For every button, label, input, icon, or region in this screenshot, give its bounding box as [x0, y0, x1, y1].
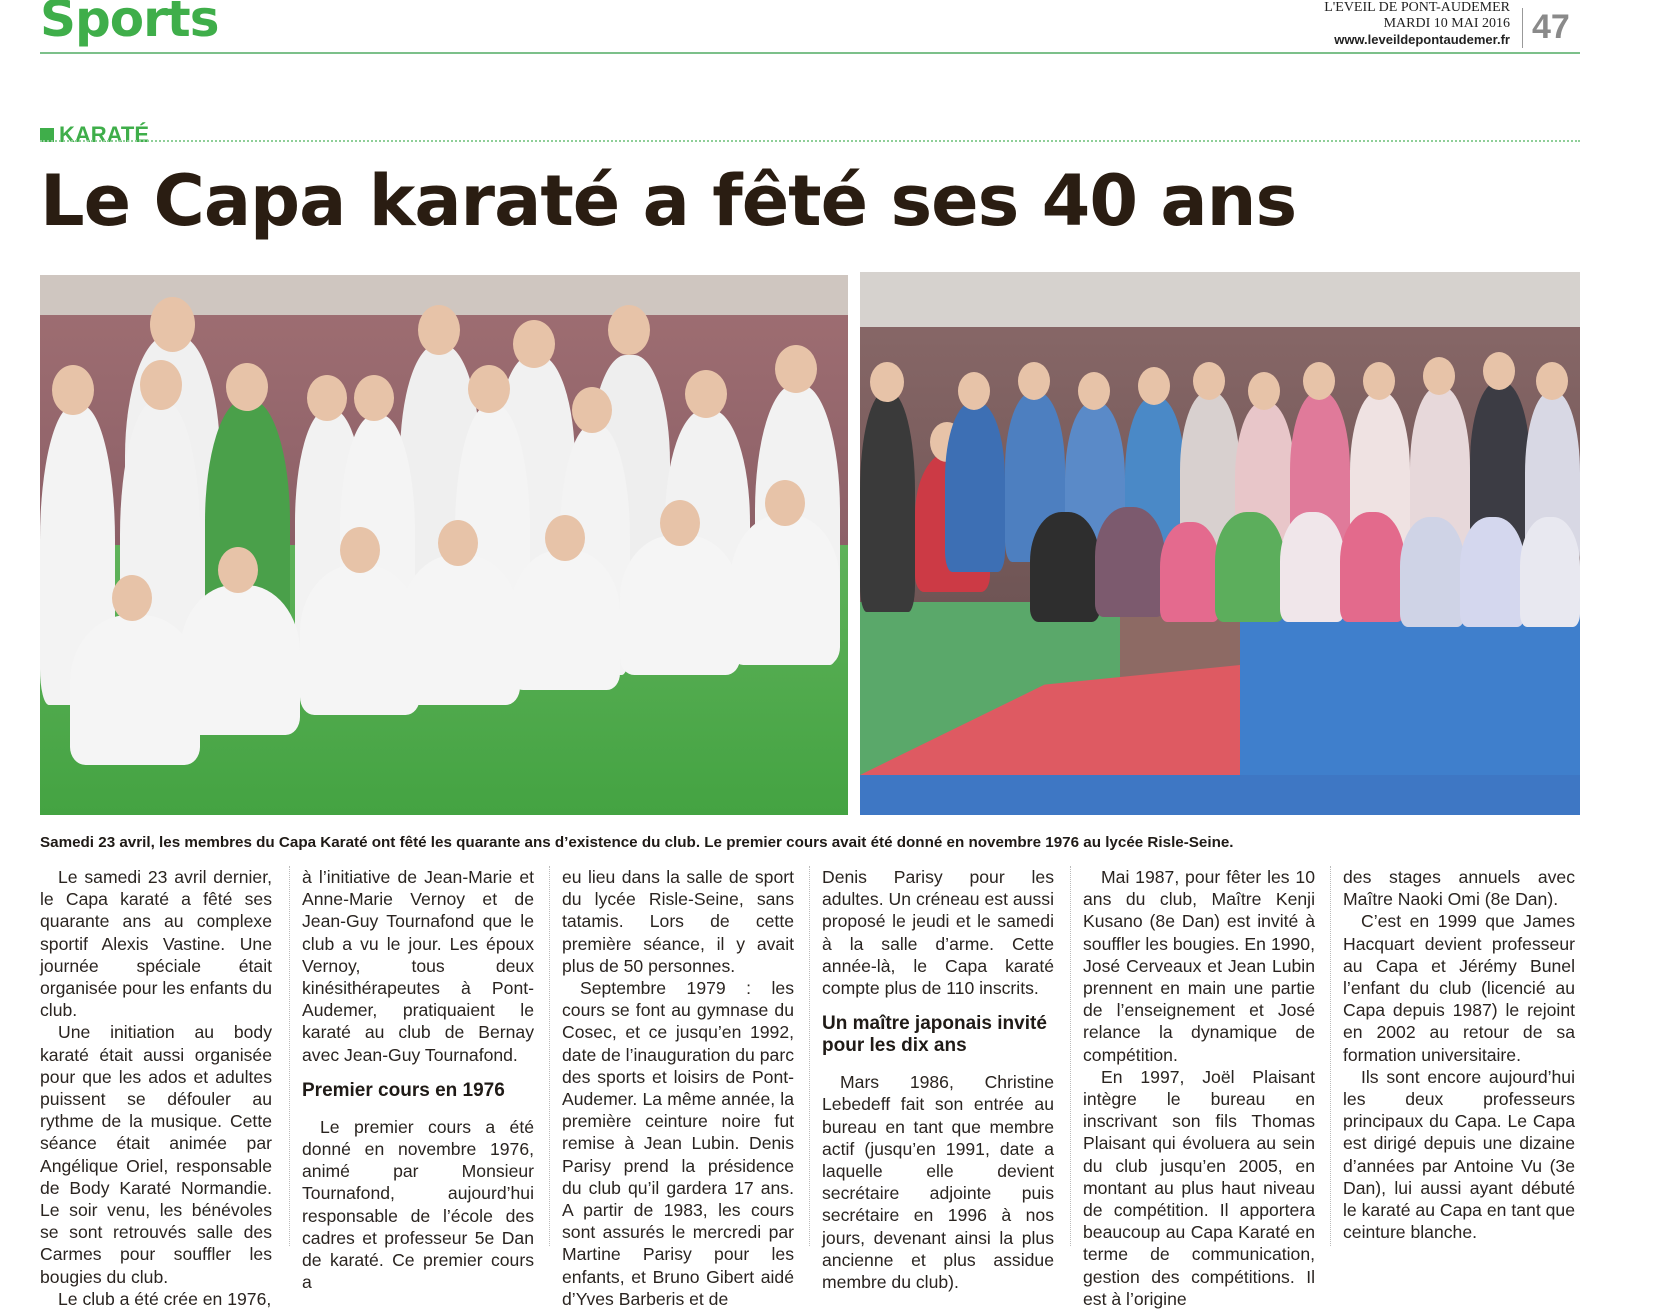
article-column-3	[562, 866, 794, 1310]
photo-person-head	[218, 547, 258, 593]
paragraph: C’est en 1999 que James Hacquart devient professeur au Capa et Jérémy Bunel l’enfant du club (licencié au Capa depuis 1987) le rejoint en 2002 au retour de sa formation universitaire.	[1343, 911, 1575, 1065]
photo-caption: Samedi 23 avril, les membres du Capa Karaté ont fêté les quarante ans d’existence du club. Le premier cours avait été donné en novembre 1976 au lycée Risle-Seine.	[40, 834, 1234, 851]
photo-person	[1215, 512, 1285, 622]
photo-person-head	[608, 305, 650, 355]
photo-person	[1400, 517, 1465, 627]
photo-person-head	[307, 375, 347, 421]
kicker-rule	[40, 140, 1580, 142]
photo-person	[620, 535, 740, 675]
page-number: 47	[1532, 8, 1570, 46]
paragraph: Mai 1987, pour fêter les 10 ans du club, Maître Kenji Kusano (8e Dan) est invité à souffler les bougies. En 1990, José Cerveaux et Jean Lubin prennent en main une partie de l’enseignement et José relance la dynamique de compétition.	[1083, 867, 1315, 1065]
website-url: www.leveildepontaudemer.fr	[1334, 32, 1510, 47]
photo-person-head	[572, 387, 612, 433]
photo-person-head	[513, 320, 555, 368]
photo-person-head	[765, 480, 805, 526]
photo-kids-group	[40, 275, 848, 815]
photo-person	[1520, 517, 1580, 627]
paragraph: à l’initiative de Jean-Marie et Anne-Marie Vernoy et de Jean-Guy Tournafond que le club a vu le jour. Les époux Vernoy, tous deux kinésithérapeutes à Pont-Audemer, pratiquaient le karaté au club de Bernay avec Jean-Guy Tournafond.	[302, 867, 534, 1065]
paragraph: Le premier cours a été donné en novembre 1976, animé par Monsieur Tournafond, aujourd’hui responsable de l’école des cadres et professeur 5e Dan de karaté. Ce premier cours a	[302, 1116, 534, 1293]
paragraph: eu lieu dans la salle de sport du lycée Risle-Seine, sans tatamis. Lors de cette première séance, il y avait plus de 50 personnes.	[562, 867, 794, 976]
paragraph: Le club a été crée en 1976,	[58, 1288, 272, 1309]
kicker-label: KARATÉ	[59, 122, 150, 147]
article-column-6	[1343, 866, 1575, 1243]
photo-person	[400, 555, 520, 705]
section-title: Sports	[40, 0, 219, 48]
paragraph: des stages annuels avec Maître Naoki Omi (8e Dan).	[1343, 867, 1575, 910]
photo-person	[1340, 512, 1405, 622]
paragraph: Mars 1986, Christine Lebedeff fait son entrée au bureau en tant que membre actif (jusqu’en 1991, date a laquelle elle devient secrétaire adjointe puis secrétaire en 1996 à nos jours, devenant ainsi la plus ancienne et plus assidue membre du club).	[822, 1072, 1054, 1293]
column-divider	[1330, 866, 1331, 1246]
column-divider	[549, 866, 550, 1246]
subheading: Premier cours en 1976	[302, 1079, 505, 1101]
photo-person-head	[226, 363, 268, 411]
article-column-1	[40, 866, 272, 1310]
photo-person-head	[52, 365, 94, 415]
paragraph: Le samedi 23 avril dernier, le Capa karaté a fêté ses quarante ans au complexe sportif Alexis Vastine. Une journée spéciale était organisée pour les enfants du club.	[40, 867, 272, 1021]
page-number-divider	[1522, 8, 1523, 48]
photo-person	[1095, 507, 1165, 617]
photo-ceiling	[860, 272, 1580, 327]
kicker	[40, 122, 149, 148]
photo-person	[510, 550, 620, 690]
article-column-2	[302, 866, 534, 1293]
photo-person-head	[660, 500, 700, 546]
paragraph: Ils sont encore aujourd’hui les deux professeurs principaux du Capa. Le Capa est dirigé depuis une dizaine d’années par Antoine Vu (3e Dan), lui aussi ayant débuté le karaté au Capa en tant que ceinture blanche.	[1343, 1066, 1575, 1243]
photo-person-head	[418, 305, 460, 355]
photo-person-head	[958, 372, 990, 410]
header-rule	[40, 52, 1580, 54]
issue-date: MARDI 10 MAI 2016	[1383, 16, 1510, 31]
photo-adults-group	[860, 272, 1580, 815]
photo-blue-mat-front	[860, 775, 1580, 815]
photo-person-head	[438, 520, 478, 566]
photo-person-head	[685, 370, 727, 418]
photo-person-head	[112, 575, 152, 621]
photo-person-head	[1363, 362, 1395, 400]
photo-person-head	[545, 515, 585, 561]
photo-person-head	[354, 375, 394, 421]
column-divider	[1070, 866, 1071, 1246]
subheading: Un maître japonais invité pour les dix ans	[822, 1013, 1047, 1057]
photo-person	[1160, 522, 1220, 622]
masthead	[1324, 0, 1510, 48]
photo-person-head	[1536, 362, 1568, 400]
photo-person-head	[1138, 367, 1170, 405]
photo-person-head	[1423, 357, 1455, 395]
photo-person-head	[340, 527, 380, 573]
photo-person-head	[1193, 362, 1225, 400]
photo-person-head	[1483, 352, 1515, 390]
paragraph: En 1997, Joël Plaisant intègre le bureau en inscrivant son fils Thomas Plaisant qui évoluera au sein du club jusqu’en 2005, en montant au plus haut niveau de compétition. Il apportera beaucoup au Capa Karaté en terme de communication, gestion des compétitions. Il est à l’origine	[1083, 1066, 1315, 1309]
photo-person	[1460, 517, 1525, 627]
paragraph: Septembre 1979 : les cours se font au gymnase du Cosec, et ce jusqu’en 1992, date de l’inauguration du parc des sports et loisirs de Pont-Audemer. La même année, la première ceinture noire fut remise à Jean Lubin. Denis Parisy prend la présidence du club qu’il gardera 17 ans. A partir de 1983, les cours sont assurés le mercredi par Martine Parisy pour les enfants, et Bruno Gibert aidé d’Yves Barberis et de	[562, 978, 794, 1309]
photo-person-head	[775, 345, 817, 393]
photo-person	[180, 585, 300, 735]
photo-person-head	[140, 360, 182, 410]
photo-person	[1030, 512, 1100, 622]
photo-person-head	[468, 365, 510, 413]
photo-person	[945, 402, 1005, 572]
headline: Le Capa karaté a fêté ses 40 ans	[40, 160, 1297, 242]
publication-name: L'EVEIL DE PONT-AUDEMER	[1324, 0, 1510, 15]
photo-person	[860, 392, 915, 612]
photo-person-head	[1303, 362, 1335, 400]
photo-person-head	[870, 362, 904, 402]
photo-person-head	[1018, 362, 1050, 400]
photo-person-head	[150, 297, 195, 352]
article-column-5	[1083, 866, 1315, 1310]
column-divider	[809, 866, 810, 1246]
column-divider	[289, 866, 290, 1246]
photo-person	[730, 515, 840, 665]
photo-person-head	[1078, 372, 1110, 410]
paragraph: Denis Parisy pour les adultes. Un créneau est aussi proposé le jeudi et le samedi à la salle d’arme. Cette année-là, le Capa karaté compte plus de 110 inscrits.	[822, 867, 1054, 999]
paragraph: Une initiation au body karaté était aussi organisée pour que les ados et adultes puissent se défouler au rythme de la musique. Cette séance était animée par Angélique Oriel, responsable de Body Karaté Normandie. Le soir venu, les bénévoles se sont retrouvés salle des Carmes pour souffler les bougies du club.	[40, 1022, 272, 1287]
article-column-4	[822, 866, 1054, 1293]
photo-person	[1280, 512, 1345, 622]
photo-person-head	[1248, 372, 1280, 410]
